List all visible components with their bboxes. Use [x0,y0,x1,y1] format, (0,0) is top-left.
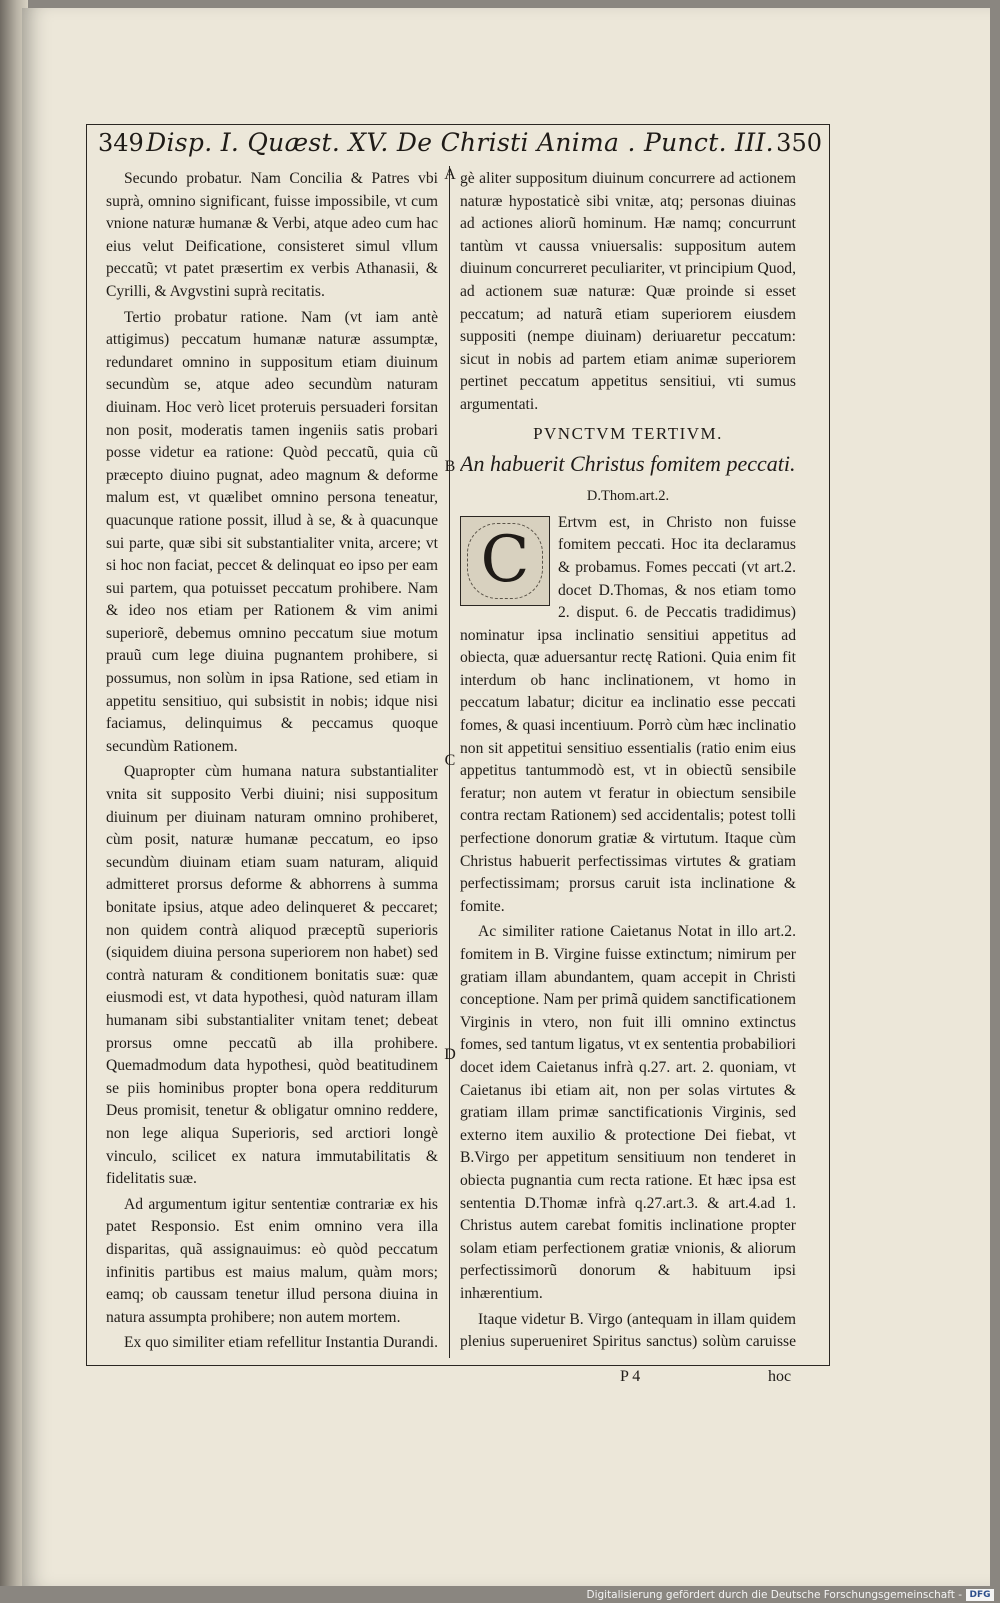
paragraph: Ex quo similiter etiam refellitur Instantia Durandi. [124,1334,438,1352]
question-title: An habuerit Christus fomitem peccati. [460,451,796,477]
digitization-notice: Digitalisierung gefördert durch die Deutsche Forschungsgemeinschaft - [586,1589,962,1601]
page-header [98,128,822,166]
paragraph: Ertvm est, in Christo non fuisse fomitem peccati. Hoc ita declaramus & probamus. Fomes peccati (vt art.2. docet D.Thomas, & nos etiam tomo 2. disput. 6. de Peccatis tradidimus) nominatur ipsa inclinatio sensitiui appetitus ad obiecta, quæ aduersantur rectę Rationi. Quia enim fit interdum ob hanc inclinationem, vt homo in peccatum labatur; dicitur ea inclinatio esse peccati fomes, & quasi incentiuum. Porrò cùm hæc inclinatio non sit appetitui sensitiuo essentialis (ratio enim eius appetitus tantummodò est, vt in obiectũ sensibile feratur; non autem vt feratur in obiectum sensibile contra rectam Rationem) sed accidentalis; potest tolli perfectione donorum gratiæ & virtutum. Itaque cùm Christus habuerit perfectissimas virtutes & gratiam perfectissimam; prorsus caruit ista inclinatione & fomite. [460,513,796,915]
paragraph: Tertio probatur ratione. Nam (vt iam antè attigimus) peccatum humanæ naturæ assumptæ, redundaret omnino in suppositum etiam diuinum secundùm se, atque adeo secundùm naturam diuinam. Hoc verò licet proteruis persuaderi forsitan non posit, moderatis tamen ingeniis satis probari posse videtur ea ratione: Quòd peccatũ, quia cũ præcepto diuino pugnat, adeo magnum & deforme malum est, vt quælibet omnino persona teneatur, quacunque ratione possit, illud à se, & à quacunque sui parte, quæ sibi sit substantialiter vnita, arcere; vt si hoc non faciat, peccet & delinquat eo ipso per eam sui partem, qua potuisset peccatum prohibere. Nam & ideo nos etiam per Rationem & vim animi superiorẽ, debemus omnino peccatum siue motum prauũ cum lege diuina pugnantem prohibere, si possumus, non solùm in ipsa Ratione, sed etiam in appetitu sensitiuo, qui subsistit in nobis; idque nisi faciamus, delinquimus & peccamus quoque secundùm Rationem. [106,308,438,755]
margin-letter-c: C [444,752,456,769]
running-title: Disp. I. Quæst. XV. De Christi Anima . Punct. III. [146,128,774,157]
paragraph: Itaque videtur B. Virgo (antequam in illam quidem plenius superueniret Spiritus sanctus) solùm caruisse [460,1310,796,1351]
section-heading: PVNCTVM TERTIVM. [533,423,723,443]
page-number-right: 350 [776,129,822,157]
page-number-left: 349 [98,129,144,157]
decorated-initial: C [460,516,550,606]
paragraph: Secundo probatur. Nam Concilia & Patres vbi suprà, omnino significant, fuisse impossibile, vt cum vnione naturæ humanæ & Verbi, atque adeo cum hac eius velut Deificatione, consisteret simul vllum peccatũ; vt patet præsertim ex verbis Athanasii, & Cyrilli, & Avgvstini suprà recitatis. [106,170,438,300]
dfg-logo-icon: DFG [966,1589,994,1601]
right-column [460,168,796,1354]
paragraph: Ad argumentum igitur sententiæ contrariæ ex his patet Responsio. Est enim omnino vera illa disparitas, quã assignauimus: eò quòd peccatum infinitis partibus est maius malum, quàm mors; eamq; ob caussam tenetur illud persona diuina in natura assumpta prohibere; non autem mortem. [106,1195,438,1326]
margin-letter-d: D [444,1046,456,1063]
paragraph-continuation: gè aliter suppositum diuinum concurrere ad actionem naturæ hypostaticè sibi vnitæ, atq; personas diuinas ad actiones aliorũ hominum. Hæ namq; concurrunt tantùm vt caussa vniuersalis: suppositum autem diuinum concurreret peculiariter, vt principium Quod, ad actionem suæ naturæ: Quæ proinde si esset peccatum; ad naturã etiam superiorem eiusdem suppositi (nempe diuinam) deriuaretur peccatum: sicut in nobis ad partem etiam animæ superiorem pertinet peccatum appetitus sensitiui, vti sumus argumentati. [460,170,796,413]
margin-letter-a: A [444,166,456,183]
signature-mark: P 4 [620,1368,641,1385]
paragraph: Quapropter cùm humana natura substantialiter vnita sit supposito Verbi diuini; nisi suppositum diuinum per diuinam naturam omnino prohiberet, cùm posit, naturæ humanæ peccatum, eo ipso secundùm diuinam etiam suam naturam, aliquid admitteret prorsus deforme & abhorrens à summa bonitate ipsius, atque adeo delinqueret & peccaret; non quidem contrà aliquod præceptũ superioris (siquidem diuina persona superiorem non habet) sed contrà naturam & conditionem bonitatis suæ: quæ eiusmodi est, vt data hypothesi, quòd naturam illam humanam sibi substantialiter vnitam tenet; debeat prorsus omne peccatũ ab illa prohibere. Quemadmodum data hypothesi, quòd beatitudinem se piis hominibus propter bona opera redditurum Deus promisit, tenetur & obligatur omnino reddere, non lege aliqua Superioris, sed arctiori longè vinculo, scilicet ex natura immutabilitatis & fidelitatis suæ. [106,763,438,1188]
margin-letter-b: B [444,458,456,475]
reference-note: D.Thom.art.2. [586,488,670,505]
left-column [106,168,438,1354]
catchword: hoc [768,1368,792,1385]
paragraph: Ac similiter ratione Caietanus Notat in illo art.2. fomitem in B. Virgine fuisse extinctum; nimirum per gratiam illam abundantem, quam accepit in Christi conceptione. Nam per primã quidem sanctificationem Virginis in vtero, non fuit illi omnino extinctus fomes, sed tantum ligatus, vt ex sententia probabiliori docet idem Caietanus infrà q.27. art. 2. quoniam, vt Caietanus ibi etiam ait, non per solas virtutes & gratiam illam primæ sanctificationis Virginis, sed externo item auxilio & protectione Dei fiebat, vt B.Virgo per appetitum sensitiuum non tenderet in obiecta pugnantia cum recta ratione. Et hæc ipsa est sententia D.Thomæ infrà q.27.art.3. & art.4.ad 1. Christus autem carebat fomitis inclinatione propter solam etiam perfectionem gratiæ vnionis, & aliorum perfectissimorũ donorum & habituum ipsi inhærentium. [460,923,796,1302]
